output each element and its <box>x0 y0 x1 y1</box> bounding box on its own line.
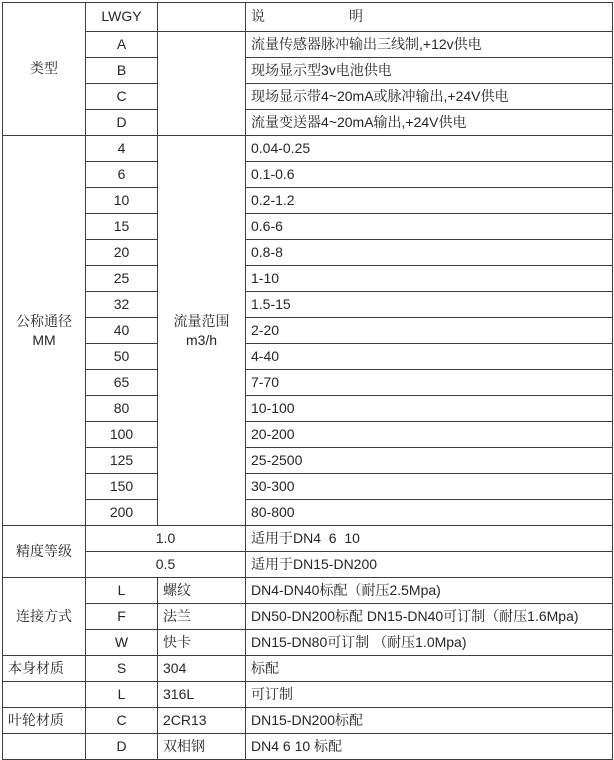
header-empty-cell <box>158 3 246 32</box>
dn-value: 6 <box>86 162 158 188</box>
table-row <box>3 474 613 500</box>
table-row <box>3 3 613 32</box>
flow-range-value: 0.1-0.6 <box>246 162 613 188</box>
dn-value: 20 <box>86 240 158 266</box>
table-row <box>3 578 613 604</box>
flow-range-value: 0.2-1.2 <box>246 188 613 214</box>
flow-range-label-line2: m3/h <box>185 331 218 348</box>
section-label-connection: 连接方式 <box>3 578 86 656</box>
table-row <box>3 318 613 344</box>
flow-range-value: 10-100 <box>246 396 613 422</box>
diameter-label-line1: 公称通径 <box>16 312 72 329</box>
connection-desc: DN4-DN40标配（耐压2.5Mpa) <box>246 578 613 604</box>
section-label-diameter <box>3 136 86 526</box>
dn-value: 4 <box>86 136 158 162</box>
dn-value: 50 <box>86 344 158 370</box>
dn-value: 200 <box>86 500 158 526</box>
flow-range-value: 1.5-15 <box>246 292 613 318</box>
flow-range-value: 0.6-6 <box>246 214 613 240</box>
dn-value: 80 <box>86 396 158 422</box>
flow-range-value: 20-200 <box>246 422 613 448</box>
material-name: 304 <box>158 656 246 682</box>
table-row <box>3 214 613 240</box>
connection-desc: DN50-DN200标配 DN15-DN40可订制（耐压1.6Mpa) <box>246 604 613 630</box>
flow-range-value: 30-300 <box>246 474 613 500</box>
table-row <box>3 32 613 58</box>
table-row <box>3 266 613 292</box>
dn-value: 125 <box>86 448 158 474</box>
table-row <box>3 526 613 552</box>
type-empty-cell <box>158 32 246 136</box>
table-row <box>3 58 613 84</box>
accuracy-grade: 1.0 <box>86 526 246 552</box>
dn-value: 65 <box>86 370 158 396</box>
table-row <box>3 110 613 136</box>
flow-range-label-line1: 流量范围 <box>173 312 230 329</box>
connection-desc: DN15-DN80可订制 （耐压1.0Mpa) <box>246 630 613 656</box>
material-desc: DN4 6 10 标配 <box>246 734 613 760</box>
dn-value: 10 <box>86 188 158 214</box>
section-label-type: 类型 <box>3 3 86 136</box>
material-code: S <box>86 656 158 682</box>
connection-code: L <box>86 578 158 604</box>
table-row <box>3 292 613 318</box>
material-desc: DN15-DN200标配 <box>246 708 613 734</box>
connection-code: W <box>86 630 158 656</box>
diameter-label-line2: MM <box>32 331 56 348</box>
flow-range-value: 80-800 <box>246 500 613 526</box>
dn-value: 100 <box>86 422 158 448</box>
accuracy-desc: 适用于DN4 6 10 <box>246 526 613 552</box>
table-row <box>3 604 613 630</box>
material-empty-label-cell <box>3 682 86 708</box>
material-desc: 可订制 <box>246 682 613 708</box>
connection-name: 快卡 <box>158 630 246 656</box>
dn-value: 150 <box>86 474 158 500</box>
flowmeter-spec-table <box>2 2 613 760</box>
table-row <box>3 500 613 526</box>
section-label-accuracy: 精度等级 <box>3 526 86 578</box>
type-code-d: D <box>86 110 158 136</box>
table-row <box>3 396 613 422</box>
section-label-impeller-material: 叶轮材质 <box>3 708 86 734</box>
table-row <box>3 240 613 266</box>
dn-value: 40 <box>86 318 158 344</box>
accuracy-grade: 0.5 <box>86 552 246 578</box>
model-code-header: LWGY <box>86 3 158 32</box>
table-row <box>3 708 613 734</box>
table-row <box>3 84 613 110</box>
description-header: 说 明 <box>246 3 613 32</box>
type-code-b: B <box>86 58 158 84</box>
type-desc-b: 现场显示型3v电池供电 <box>246 58 613 84</box>
flow-range-value: 0.04-0.25 <box>246 136 613 162</box>
table-row <box>3 162 613 188</box>
table-row <box>3 370 613 396</box>
dn-value: 32 <box>86 292 158 318</box>
flow-range-value: 1-10 <box>246 266 613 292</box>
flow-range-value: 25-2500 <box>246 448 613 474</box>
table-row <box>3 136 613 162</box>
flow-range-value: 2-20 <box>246 318 613 344</box>
material-code: L <box>86 682 158 708</box>
type-code-a: A <box>86 32 158 58</box>
table-row <box>3 552 613 578</box>
dn-value: 25 <box>86 266 158 292</box>
type-desc-d: 流量变送器4~20mA输出,+24V供电 <box>246 110 613 136</box>
connection-code: F <box>86 604 158 630</box>
table-row <box>3 422 613 448</box>
material-name: 双相钢 <box>158 734 246 760</box>
flow-range-value: 0.8-8 <box>246 240 613 266</box>
material-code: D <box>86 734 158 760</box>
connection-name: 螺纹 <box>158 578 246 604</box>
material-name: 2CR13 <box>158 708 246 734</box>
table-row <box>3 448 613 474</box>
type-desc-c: 现场显示带4~20mA或脉冲输出,+24V供电 <box>246 84 613 110</box>
section-label-body-material: 本身材质 <box>3 656 86 682</box>
table-row <box>3 682 613 708</box>
table-row <box>3 734 613 760</box>
flow-range-value: 4-40 <box>246 344 613 370</box>
type-code-c: C <box>86 84 158 110</box>
accuracy-desc: 适用于DN15-DN200 <box>246 552 613 578</box>
table-row <box>3 630 613 656</box>
table-row <box>3 188 613 214</box>
material-desc: 标配 <box>246 656 613 682</box>
material-empty-label-cell <box>3 734 86 760</box>
dn-value: 15 <box>86 214 158 240</box>
table-row <box>3 656 613 682</box>
material-name: 316L <box>158 682 246 708</box>
connection-name: 法兰 <box>158 604 246 630</box>
flow-range-label <box>158 136 246 526</box>
flow-range-value: 7-70 <box>246 370 613 396</box>
type-desc-a: 流量传感器脉冲输出三线制,+12v供电 <box>246 32 613 58</box>
table-row <box>3 344 613 370</box>
material-code: C <box>86 708 158 734</box>
